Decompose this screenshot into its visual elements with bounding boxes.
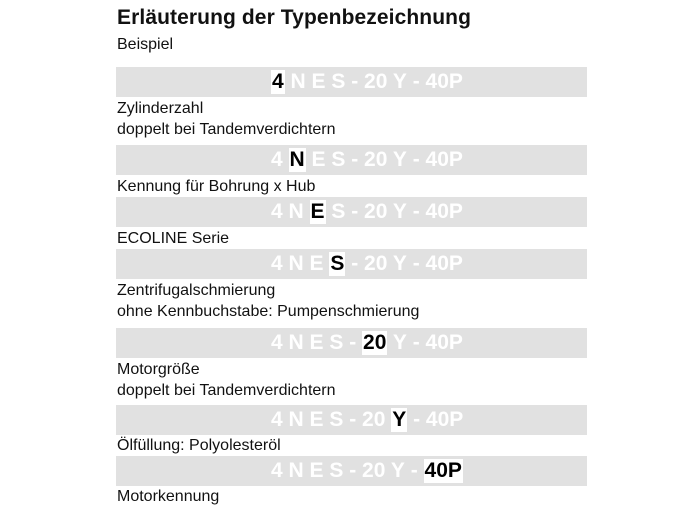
description-line: doppelt bei Tandemverdichtern [117,382,336,399]
code-segment-bore-stroke: N [282,331,304,354]
code-segment-motor-size: - 20 [345,200,388,223]
code-segment-oil: Y [387,331,407,354]
code-segment-motor-code: - 40P [407,408,464,431]
code-segment-bore-stroke: N [282,408,304,431]
code-segment-lubrication: S [323,459,344,482]
code-segment-cylinders: 4 [271,408,283,431]
code-segment-series-highlighted: E [310,200,325,223]
code-segment-lubrication: S [325,200,346,223]
type-code [271,145,463,175]
type-code-band [116,249,587,279]
type-code [271,197,463,227]
code-segment-lubrication: S [325,148,346,171]
segment-description [117,228,229,249]
code-segment-cylinders: 4 [271,459,283,482]
segment-description [117,359,336,401]
description-line: ECOLINE Serie [117,230,230,247]
code-segment-series: E [303,459,324,482]
code-segment-series: E [303,331,324,354]
description-line: ohne Kennbuchstabe: Pumpenschmierung [117,303,420,320]
code-segment-motor-size-highlighted: 20 [363,331,387,354]
code-segment-bore-stroke: N [284,70,306,93]
description-line: Motorkennung [117,488,220,505]
code-segment-cylinders: 4 [271,331,283,354]
code-separator: - [343,331,363,354]
type-code-band [116,405,587,435]
code-segment-cylinders: 4 [271,252,283,275]
code-segment-motor-code: - 40P [406,70,463,93]
code-segment-motor-size: - 20 [345,70,388,93]
code-separator: - [404,459,424,482]
segment-description [117,176,315,197]
type-code [271,67,463,97]
code-segment-series: E [303,252,324,275]
code-segment-bore-stroke: N [282,200,304,223]
description-line: Motorgröße [117,361,200,378]
code-segment-motor-code: - 40P [406,200,463,223]
segment-description [117,280,419,322]
type-code [271,249,463,279]
segment-description [117,486,219,507]
type-code [271,405,463,435]
code-segment-cylinders-highlighted: 4 [272,70,284,93]
page-title: Erläuterung der Typenbezeichnung [117,6,472,29]
code-segment-motor-size: - 20 [345,148,388,171]
code-segment-series: E [303,408,324,431]
code-segment-cylinders: 4 [271,148,283,171]
code-segment-oil: Y [387,200,407,223]
description-line: Zentrifugalschmierung [117,282,276,299]
description-line: Zylinderzahl [117,100,204,117]
code-segment-lubrication: S [325,70,346,93]
code-segment-motor-code: - 40P [406,331,463,354]
code-segment-series: E [305,148,326,171]
code-segment-lubrication: S [323,331,344,354]
segment-description [117,98,336,140]
type-code [271,456,463,486]
code-segment-bore-stroke: N [282,252,304,275]
description-line: doppelt bei Tandemverdichtern [117,121,336,138]
type-code [271,328,463,358]
code-segment-series: E [305,70,326,93]
code-segment-bore-stroke: N [282,459,304,482]
code-segment-bore-stroke-highlighted: N [289,148,305,171]
type-code-band [116,328,587,358]
code-segment-motor-size: - 20 [343,459,386,482]
type-code-band [116,67,587,97]
code-segment-lubrication: S [323,408,344,431]
code-segment-oil: Y [385,459,405,482]
code-segment-motor-code-highlighted: 40P [424,459,462,482]
code-segment-lubrication-highlighted: S [330,252,345,275]
segment-description [117,435,281,456]
type-code-band [116,145,587,175]
description-line: Kennung für Bohrung x Hub [117,178,316,195]
type-code-band [116,197,587,227]
code-segment-motor-size: - 20 [343,408,386,431]
type-code-band [116,456,587,486]
code-segment-oil: Y [387,252,407,275]
code-segment-cylinders: 4 [271,200,283,223]
example-label: Beispiel [117,36,174,53]
code-segment-motor-code: - 40P [406,252,463,275]
code-segment-motor-size: - 20 [345,252,388,275]
description-line: Ölfüllung: Polyolesteröl [117,437,281,454]
code-segment-oil: Y [387,70,407,93]
code-segment-oil-highlighted: Y [392,408,407,431]
code-segment-motor-code: - 40P [406,148,463,171]
code-segment-oil: Y [387,148,407,171]
